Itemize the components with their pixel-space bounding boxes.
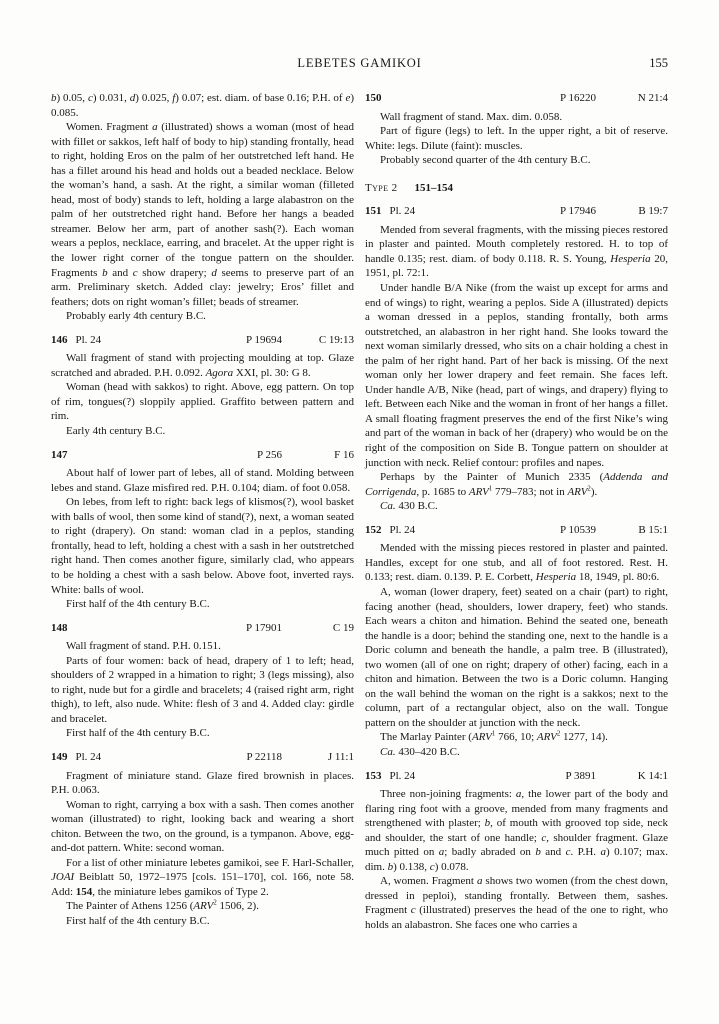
entry-inventory-number: P 16220 [560,92,596,104]
entry-plate: Pl. 24 [389,205,416,218]
entry-paragraph: Woman to right, carrying a box with a sash. Then comes another woman (illustrated) to right, looking back and wearing a short chiton. Between the two, on the ground, is a tympanon. Above, egg-and-dot pattern. White: second woman. [51,798,354,855]
catalog-entry-148 [51,621,354,741]
entry-header [365,204,668,219]
entry-grid-reference: B 19:7 [638,205,668,218]
entry-inventory-number: P 17901 [246,621,282,634]
entry-date-line: First half of the 4th century B.C. [66,914,210,927]
entry-grid-reference: F 16 [334,448,354,461]
entry-date-line: Probably second quarter of the 4th century B.C. [380,154,591,167]
entry-plate: Pl. 24 [75,333,102,346]
catalog-entry-152 [365,523,668,760]
entry-paragraph: A, woman (lower drapery, feet) seated on a chair (part) to right, facing another (head, shoulders, lower drapery, feet) who stands. Each wears a chiton and himation. Behind the seated one, beneath the handle is a door; behind the standing one, next to the handle is a Doric column and beneath the handle, a palm tree. B (illustrated), two women (all of one on right; drapery of other) facing, each in a chiton and himation. Between the two is a Doric column. Hanging on the wall behind the woman on the right is a sakkos; next to the column, part of a rectangular object, also on the wall. Tongue pattern on the shoulder at junction with the neck. [365,585,668,729]
entry-date-line: Probably early 4th century B.C. [66,310,206,323]
section-heading-type-2 [365,181,668,196]
entry-paragraph: Fragment of miniature stand. Glaze fired brownish in places. P.H. 0.063. [51,769,354,797]
entry-inventory-number: P 256 [257,448,282,461]
entry-date-line: First half of the 4th century B.C. [66,598,210,611]
entry-inventory-number: P 10539 [560,523,596,536]
entry-grid-reference: B 15:1 [638,523,668,536]
entry-grid-reference: J 11:1 [327,750,354,763]
entry-paragraph: Wall fragment of stand. Max. dim. 0.058. [380,110,563,123]
entry-paragraph: Three non-joining fragments: a, the lower part of the body and flaring ring foot with a groove, mended from many fragments and strengthened with plaster; b, of mouth with grooved top side, neck and shoulder, the start of one handle; c, shoulder fragment. Glaze much pitted on a; badly abraded on b and c. P.H. a) 0.107; max. dim. b) 0.138, c) 0.078. [365,788,669,873]
entry-number: 148 [51,621,68,634]
text-columns [51,91,668,933]
entry-header [365,523,668,538]
entry-date-line: Ca. 430–420 B.C. [380,745,460,758]
entry-paragraph: For a list of other miniature lebetes gamikoi, see F. Harl-Schaller, JOAI Beiblatt 50, 1972–1975 [cols. 151–170], col. 166, note 58. Add: 154, the miniature lebes gamikos of Type 2. [51,856,354,898]
entry-paragraph: On lebes, from left to right: back legs of klismos(?), wool basket with balls of wool, then some kind of stand(?), next, a woman seated to right (drapery). On stand: woman clad in a peplos, standing frontally, head to left, holding a chest with a sash in her outstretched right hand. Then comes another figure, similarly clad, who appears to be holding a chest with a sash below. Above foot, inverted rays. White: balls of wool. [51,496,354,596]
entry-grid-reference: C 19:13 [318,333,354,346]
entry-paragraph: Under handle B/A Nike (from the waist up except for arms and end of wings) to right, wearing a peplos. Side A (illustrated) depicts a woman dressed in a peplos, standing frontally, both arms outstretched, an alabastron in her right hand. She looks toward the next woman similarly dressed, who sits on a chair holding a chest in the palm of her right hand. Part of her back is missing. Of the next woman only her lower drapery and feet remain. She faces left. Under handle A/B, Nike (head, part of wings, and drapery) flying to left. Between each Nike and the woman in front of her hangs a fillet. A small floating fragment preserves the end of the first Nike’s wing and part of the woman in back of her (drapery) who would be on the right of the composition on Side B. Tongue pattern on shoulder at junction with neck. Relief contour: profiles and napes. [365,282,668,469]
catalog-entry-145-continuation [51,91,354,324]
entry-paragraph: Parts of four women: back of head, drapery of 1 to left; head, shoulders of 2 wrapped in a himation to right; 3 (legs missing), also to right, nude but for a girdle and bracelets; 4 (raised right arm, right thigh), to left, also nude. White: flesh of 3 and 4. Added clay: girdle and bracelet. [51,654,354,725]
left-column [51,91,354,933]
entry-paragraph: Mended with the missing pieces restored in plaster and painted. Handles, except for one stub, and all of foot restored. Rest. H. 0.133; rest. diam. 0.139. P. E. Corbett, Hesperia 18, 1949, pl. 80:6. [365,542,668,584]
entry-inventory-number: P 19694 [246,333,282,346]
catalog-entry-151 [365,204,668,513]
catalog-entry-153 [365,769,668,933]
entry-attribution-line: Perhaps by the Painter of Munich 2335 (Addenda and Corrigenda, p. 1685 to ARV$^1$ 779–783; not in ARV$^2$). [365,471,668,498]
entry-grid-reference: N 21:4 [637,92,668,104]
entry-header [51,448,354,463]
entry-date-line: Early 4th century B.C. [66,425,166,438]
catalog-entry-146 [51,333,354,439]
entry-grid-reference: K 14:1 [637,769,668,782]
entry-paragraph: Woman (head with sakkos) to right. Above, egg pattern. On top of rim, tongues(?) sloppily applied. Graffito between pattern and rim. [51,381,354,423]
entry-date-line: First half of the 4th century B.C. [66,727,210,740]
entry-inventory-number: P 17946 [560,205,596,218]
entry-header [365,769,668,784]
entry-inventory-number: P 3891 [565,769,596,782]
catalog-entry-150 [365,91,668,168]
entry-number: 150 [365,92,382,104]
entry-paragraph: Women. Fragment a (illustrated) shows a woman (most of head with fillet or sakkos, left half of body to hip) standing frontally, head to right, holding Eros on the palm of her outstretched left hand. He has a fillet around his head and holds out a beaded necklace. Below the woman’s hand, a sash. At the right, a similar woman (filleted head, most of body) stands to left, holding a large alabastron on the palm of her outstretched right hand. Before her hangs a beaded streamer. Below her arm, part of another sash(?). Each woman wears a peplos, necklace, earring, and bracelet. At the upper right is the lower right corner of the tongue pattern on the shoulder. Fragments b and c show drapery; d seems to preserve part of an arm. Preliminary sketch. Added clay: jewelry; Eros’ fillet and feathers; dots on right woman’s fillet; beads of streamer. [51,121,354,308]
page-number: 155 [649,56,668,70]
entry-paragraph: A, women. Fragment a shows two women (from the chest down, dressed in peploi), standing frontally. Between them, sashes. Fragment c (illustrated) preserves the head of the one to right, who holds an alabastron. She faces one who carries a [365,875,668,931]
catalog-entry-149 [51,750,354,929]
entry-paragraph: Wall fragment of stand with projecting moulding at top. Glaze scratched and abraded. P.H. 0.092. Agora XXI, pl. 30: G 8. [51,352,354,379]
entry-paragraph: b) 0.05, c) 0.031, d) 0.025, f) 0.07; est. diam. of base 0.16; P.H. of e) 0.085. [51,92,354,119]
entry-attribution-line: The Painter of Athens 1256 (ARV$^2$ 1506, 2). [66,899,259,913]
page-title: LEBETES GAMIKOI [297,56,422,70]
entry-number: 146 [51,333,68,346]
entry-header [365,91,668,106]
entry-paragraph: Mended from several fragments, with the missing pieces restored in plaster and painted. Mouth completely restored. H. to top of handle 0.135; rest. diam. of body 0.118. R. S. Young, Hesperia 20, 1951, pl. 72:1. [365,223,668,280]
type-heading-range: 151–154 [414,181,453,194]
entry-date-line: Ca. 430 B.C. [380,500,438,513]
entry-number: 147 [51,448,68,461]
entry-paragraph: About half of lower part of lebes, all of stand. Molding between lebes and stand. Glaze misfired red. P.H. 0.104; diam. of foot 0.058. [51,467,354,494]
entry-inventory-number: P 22118 [246,750,282,763]
entry-paragraph: Part of figure (legs) to left. In the upper right, a bit of reserve. White: legs. Dilute (faint): muscles. [365,125,668,152]
entry-header [51,333,354,348]
entry-number: 151 [365,205,382,218]
catalog-entry-147 [51,448,354,612]
entry-number: 149 [51,750,68,763]
entry-paragraph: Wall fragment of stand. P.H. 0.151. [66,640,221,653]
entry-grid-reference: C 19 [332,621,354,634]
entry-number: 153 [365,769,382,782]
entry-number: 152 [365,523,382,536]
running-head [51,56,668,71]
right-column [365,91,668,933]
entry-attribution-line: The Marlay Painter (ARV$^1$ 766, 10; ARV$^2$ 1277, 14). [380,730,608,744]
type-heading-label: Type 2 [365,181,398,194]
entry-header [51,750,354,765]
entry-plate: Pl. 24 [75,750,102,763]
entry-plate: Pl. 24 [389,769,416,782]
entry-header [51,621,354,636]
entry-plate: Pl. 24 [389,523,416,536]
